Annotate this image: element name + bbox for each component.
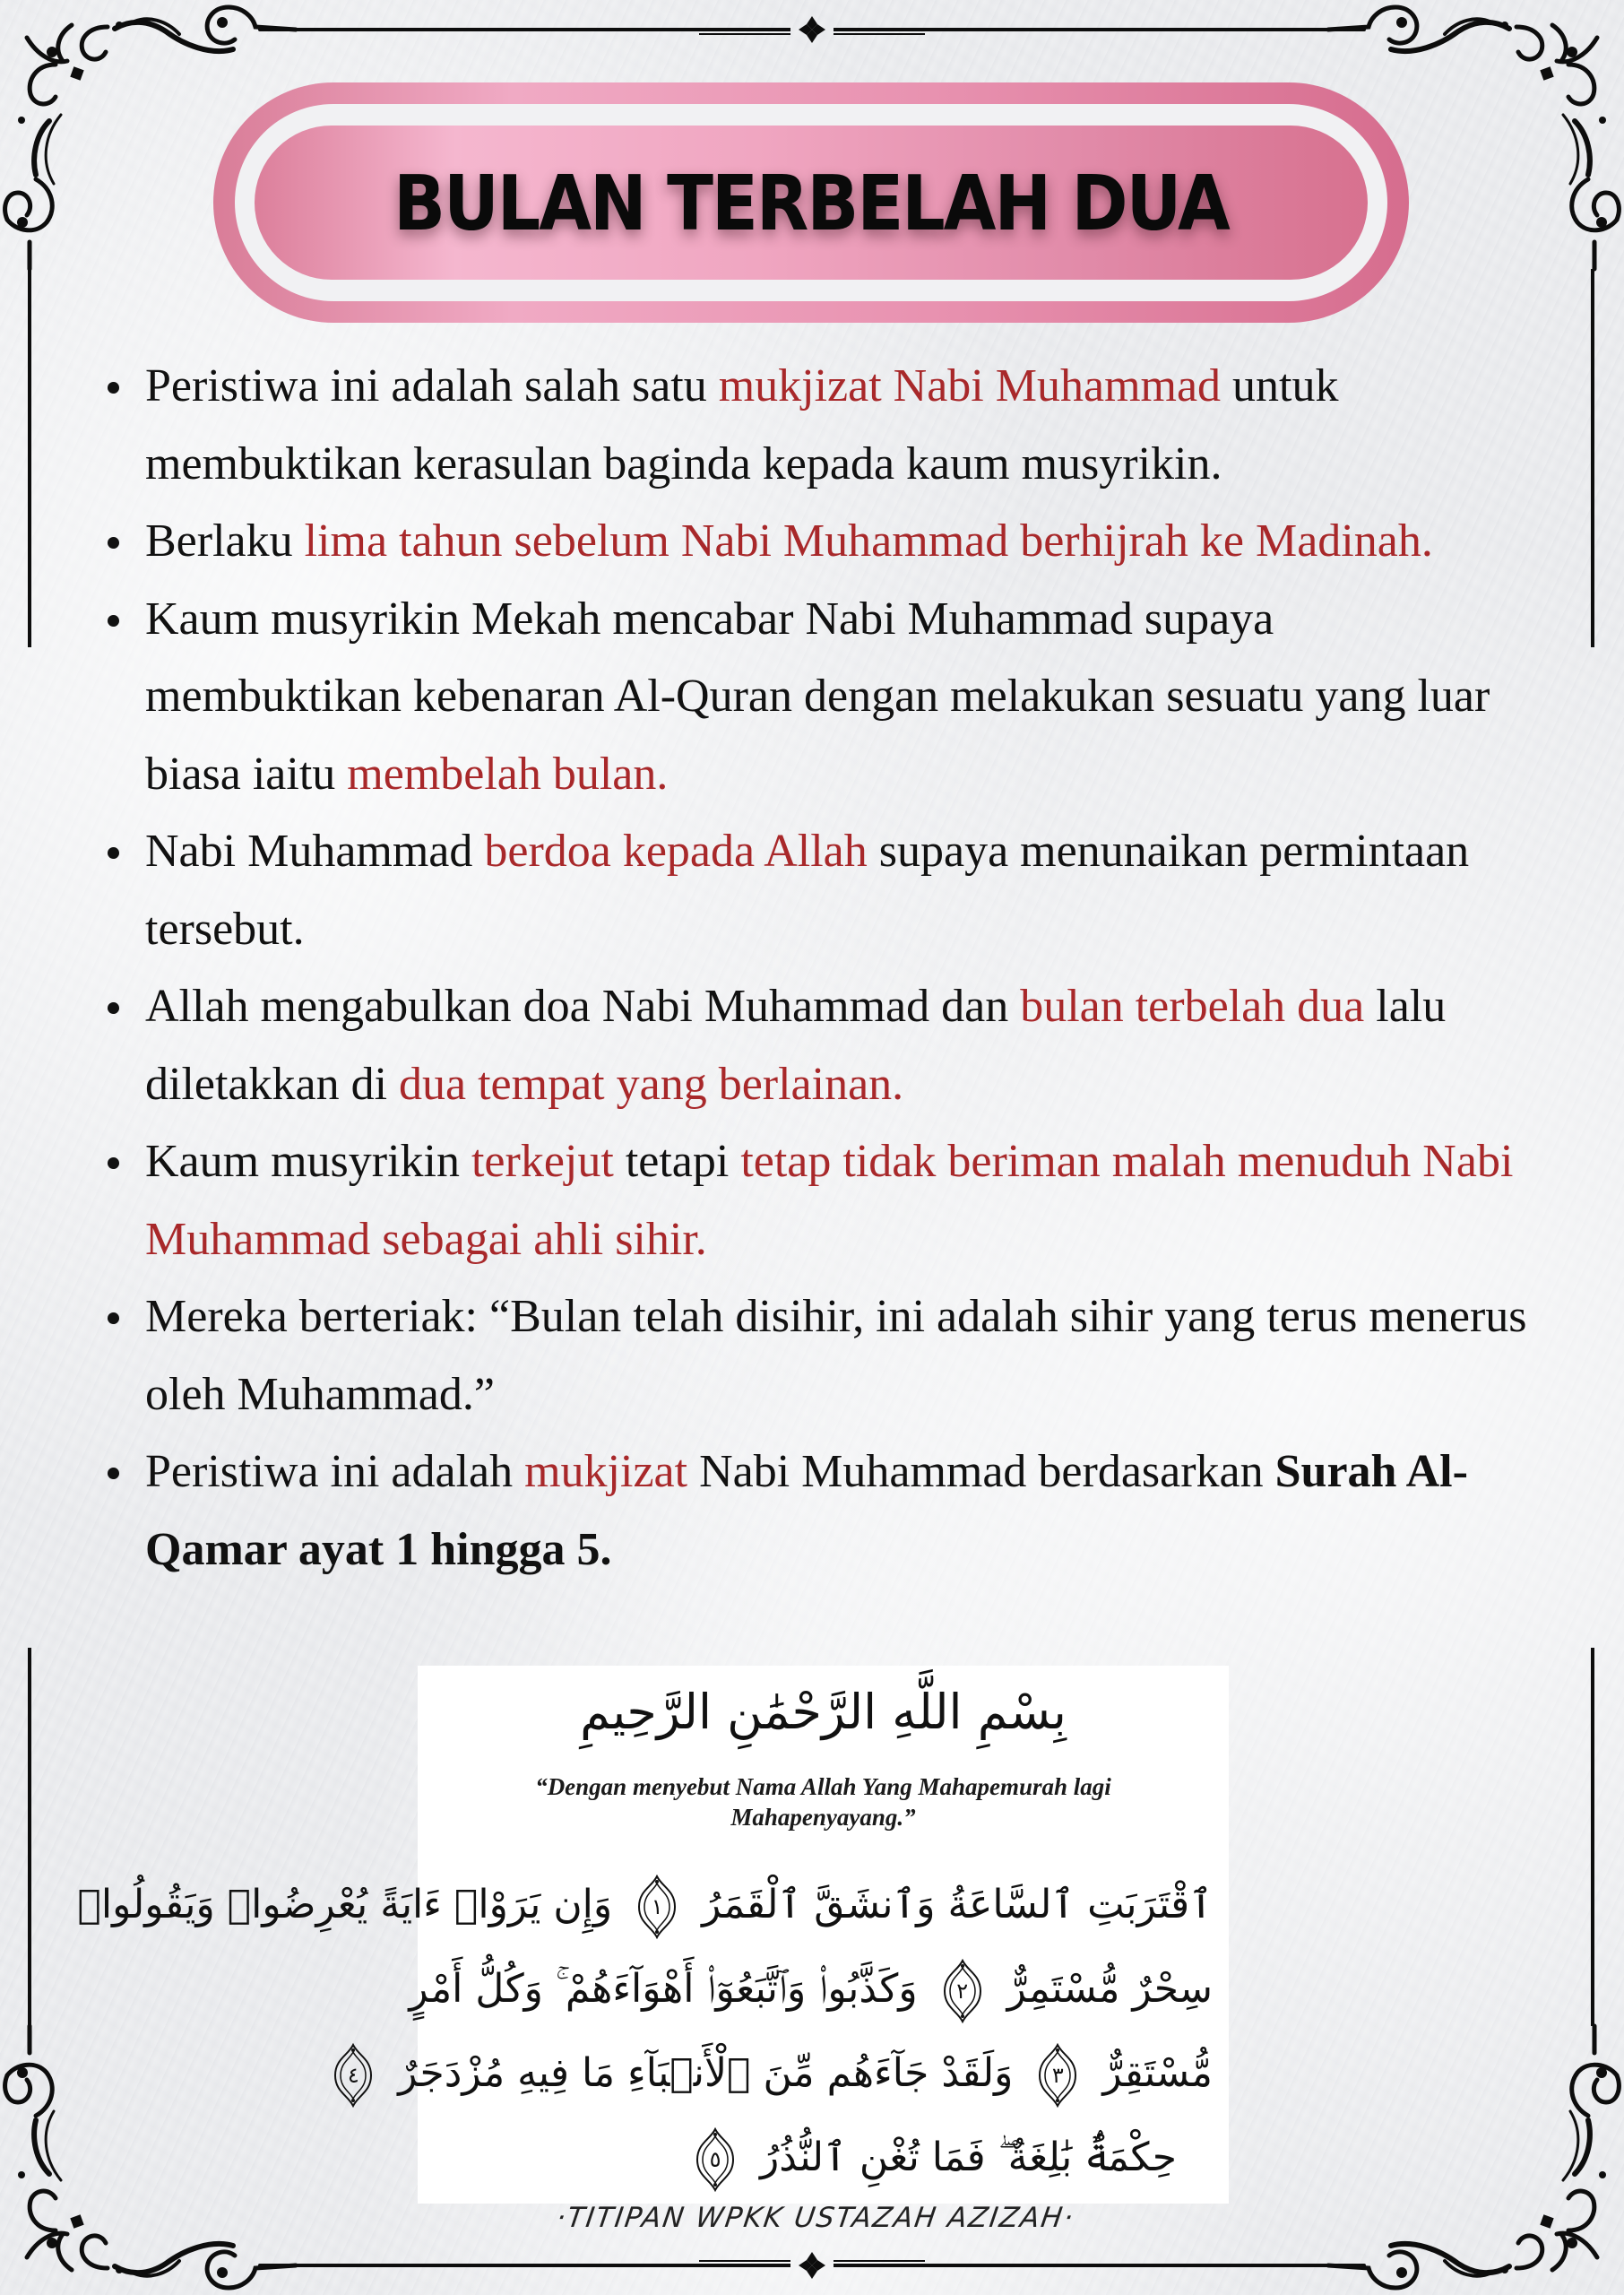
body-text: Peristiwa ini adalah salah satu (145, 360, 719, 411)
highlighted-text: lima tahun sebelum Nabi Muhammad berhijrah ke Madinah. (304, 515, 1433, 567)
ayah-number: ٣ (1051, 2063, 1064, 2088)
bullet-point (99, 503, 1533, 581)
body-text: Allah mengabulkan doa Nabi Muhammad dan (145, 981, 1021, 1032)
body-text: Berlaku (145, 515, 305, 567)
body-text: untuk membuktikan kerasulan baginda kepada kaum musyrikin. (145, 360, 1339, 489)
highlighted-text: mukjizat (524, 1446, 688, 1497)
page-title: BULAN TERBELAH DUA (393, 158, 1229, 247)
bullet-point (99, 1278, 1533, 1433)
ayah-number-marker-icon (941, 1959, 984, 2023)
ayah-number: ٥ (709, 2147, 721, 2172)
highlighted-text: dua tempat yang berlainan. (399, 1058, 904, 1110)
bismillah-calligraphy: بِسْمِ اللَّهِ الرَّحْمَٰنِ الرَّحِيمِ (580, 1684, 1067, 1740)
ayah-number-marker-icon (332, 2043, 375, 2108)
corner-ornament-bottom-right (1328, 2026, 1619, 2288)
ayat-line (347, 2031, 1213, 2116)
body-text: Peristiwa ini adalah (145, 1446, 525, 1497)
ayat-verse-text: حِكْمَةٌۢ بَٰلِغَةٌ ۖ فَمَا تُغْنِ ٱلنُّذُرُ (760, 2135, 1177, 2180)
body-text: Nabi Muhammad (145, 826, 485, 877)
quran-verses-card (77, 1666, 1229, 2204)
bullet-point (99, 348, 1533, 503)
bullet-point (99, 813, 1533, 968)
bullet-dot-icon (108, 1312, 119, 1324)
ayah-number: ٢ (956, 1979, 969, 2004)
bottom-center-flourish (799, 2252, 825, 2279)
corner-ornament-bottom-left (5, 2026, 296, 2288)
bullet-dot-icon (108, 847, 119, 859)
bullet-point (99, 1123, 1533, 1278)
ayah-number-marker-icon (694, 2127, 737, 2192)
highlighted-text: mukjizat Nabi Muhammad (718, 360, 1222, 411)
bullet-dot-icon (108, 1002, 119, 1014)
bullet-list (99, 348, 1533, 1589)
ayah-number-marker-icon (635, 1875, 678, 1939)
body-text: supaya menunaikan permintaan tersebut. (145, 826, 1470, 955)
bullet-dot-icon (108, 1157, 119, 1169)
highlighted-text: berdoa kepada Allah (484, 826, 868, 877)
ayah-number-marker-icon (1036, 2043, 1079, 2108)
ayat-verse-text: وَكَذَّبُوا۟ وَٱتَّبَعُوٓا۟ أَهْوَآءَهُمْ ۚ وَكُلُّ أَمْرٍ (409, 1966, 918, 2012)
bullet-point (99, 968, 1533, 1123)
ayat-verse-text: سِحْرٌ مُّسْتَمِرٌّ (1006, 1966, 1213, 2012)
bullet-dot-icon (108, 382, 119, 394)
ayat-verse-text: وَإِن يَرَوْا۟ ءَايَةً يُعْرِضُوا۟ وَيَقُولُوا۟ (77, 1882, 613, 1927)
body-text: Kaum musyrikin (145, 1136, 471, 1187)
bullet-dot-icon (108, 537, 119, 549)
ayat-line (434, 2116, 1213, 2200)
highlighted-text: tetap tidak beriman malah menuduh Nabi Muhammad sebagai ahli sihir. (145, 1136, 1514, 1265)
highlighted-text: bulan terbelah dua (1020, 981, 1365, 1032)
ayat-line (409, 1947, 1213, 2031)
ayat-text (77, 1863, 1213, 2200)
ayat-verse-text: مُّسْتَقِرٌّ (1102, 2050, 1213, 2096)
highlighted-text: membelah bulan. (347, 748, 669, 800)
top-center-flourish (799, 16, 825, 43)
body-text: Mereka berteriak: “Bulan telah disihir, ini adalah sihir yang terus menerus oleh Muhammad.” (145, 1291, 1527, 1420)
highlighted-text: terkejut (471, 1136, 614, 1187)
bismillah-translation: “Dengan menyebut Nama Allah Yang Mahapemurah lagi Mahapenyayang.” (535, 1773, 1111, 1831)
credit-signature: ·TITIPAN WPKK USTAZAH AZIZAH· (554, 2202, 1077, 2234)
body-text: tetapi (613, 1136, 741, 1187)
bullet-dot-icon (108, 615, 119, 627)
ayat-verse-text: وَلَقَدْ جَآءَهُم مِّنَ ٱلْأَنۢبَآءِ مَا فِيهِ مُزْدَجَرٌ (398, 2050, 1014, 2096)
ayat-line (77, 1863, 1213, 1947)
bullet-dot-icon (108, 1468, 119, 1479)
bullet-point (99, 581, 1533, 814)
ayat-verse-text: ٱقْتَرَبَتِ ٱلسَّاعَةُ وَٱنشَقَّ ٱلْقَمَرُ (702, 1882, 1213, 1927)
title-banner (255, 126, 1368, 280)
bullet-point (99, 1433, 1533, 1589)
body-text: Kaum musyrikin Mekah mencabar Nabi Muhammad supaya membuktikan kebenaran Al-Quran dengan melakukan sesuatu yang luar biasa iaitu (145, 593, 1490, 800)
body-text: Nabi Muhammad berdasarkan (687, 1446, 1275, 1497)
body-text: lalu diletakkan di (145, 981, 1447, 1110)
bold-text: Surah Al-Qamar ayat 1 hingga 5. (145, 1446, 1468, 1575)
ayah-number: ٤ (347, 2063, 359, 2088)
ayah-number: ١ (651, 1894, 663, 1919)
